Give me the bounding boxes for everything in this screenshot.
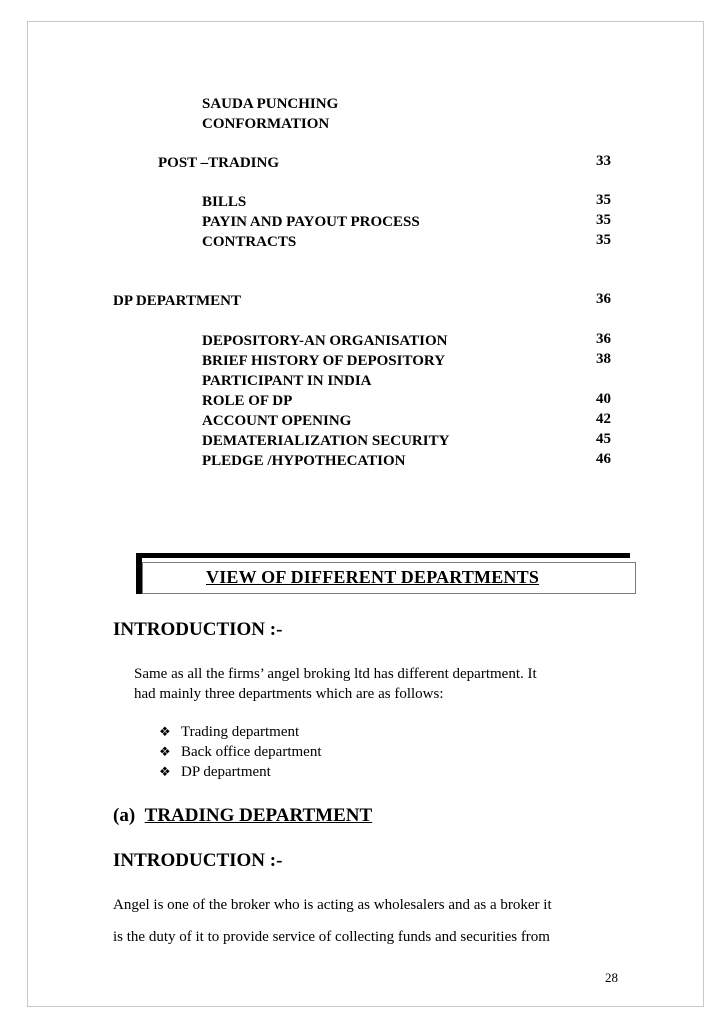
- diamond-bullet-icon: ❖: [159, 764, 171, 779]
- toc-item-participant: PARTICIPANT IN INDIA: [202, 373, 372, 389]
- section-a-title: TRADING DEPARTMENT: [144, 805, 373, 826]
- toc-item-conformation: CONFORMATION: [202, 116, 330, 132]
- toc-page-pledge: 46: [596, 451, 611, 467]
- trading-intro-line-2: is the duty of it to provide service of collecting funds and securities from: [113, 929, 550, 945]
- list-item: [159, 742, 322, 762]
- page-number: 28: [605, 970, 618, 985]
- toc-page-dematerialization: 45: [596, 431, 611, 447]
- toc-item-dematerialization: DEMATERIALIZATION SECURITY: [202, 433, 450, 449]
- toc-page-dp-department: 36: [596, 291, 611, 307]
- toc-page-bills: 35: [596, 192, 611, 208]
- bullet-text: Back office department: [181, 744, 322, 760]
- section-a-prefix: (a): [113, 805, 136, 826]
- section-a-heading: [113, 805, 372, 827]
- bullet-text: Trading department: [181, 724, 300, 740]
- toc-page-post-trading: 33: [596, 153, 611, 169]
- toc-page-depository: 36: [596, 331, 611, 347]
- banner-title: VIEW OF DIFFERENT DEPARTMENTS: [206, 567, 540, 587]
- banner-shadow-top: [136, 553, 630, 558]
- toc-item-sauda-punching: SAUDA PUNCHING: [202, 96, 339, 112]
- trading-intro-line-1: Angel is one of the broker who is acting as wholesalers and as a broker it: [113, 897, 552, 913]
- toc-item-account-opening: ACCOUNT OPENING: [202, 413, 352, 429]
- toc-item-role-of-dp: ROLE OF DP: [202, 393, 293, 409]
- toc-section-dp-department: DP DEPARTMENT: [113, 293, 241, 309]
- list-item: [159, 762, 271, 782]
- diamond-bullet-icon: ❖: [159, 744, 171, 759]
- intro-heading: INTRODUCTION :-: [113, 619, 283, 640]
- intro-paragraph-line-1: Same as all the firms’ angel broking ltd has different department. It: [134, 666, 537, 682]
- toc-item-depository: DEPOSITORY-AN ORGANISATION: [202, 333, 448, 349]
- toc-item-pledge: PLEDGE /HYPOTHECATION: [202, 453, 406, 469]
- toc-page-role-of-dp: 40: [596, 391, 611, 407]
- intro-paragraph-line-2: had mainly three departments which are as follows:: [134, 686, 444, 702]
- toc-section-post-trading: POST –TRADING: [158, 155, 279, 171]
- toc-page-brief-history: 38: [596, 351, 611, 367]
- toc-item-contracts: CONTRACTS: [202, 234, 297, 250]
- toc-item-brief-history: BRIEF HISTORY OF DEPOSITORY: [202, 353, 446, 369]
- bullet-text: DP department: [181, 764, 271, 780]
- diamond-bullet-icon: ❖: [159, 724, 171, 739]
- toc-item-payin-payout: PAYIN AND PAYOUT PROCESS: [202, 214, 420, 230]
- toc-page-contracts: 35: [596, 232, 611, 248]
- toc-item-bills: BILLS: [202, 194, 247, 210]
- list-item: [159, 722, 299, 742]
- toc-page-account-opening: 42: [596, 411, 611, 427]
- trading-intro-heading: INTRODUCTION :-: [113, 850, 283, 871]
- toc-page-payin-payout: 35: [596, 212, 611, 228]
